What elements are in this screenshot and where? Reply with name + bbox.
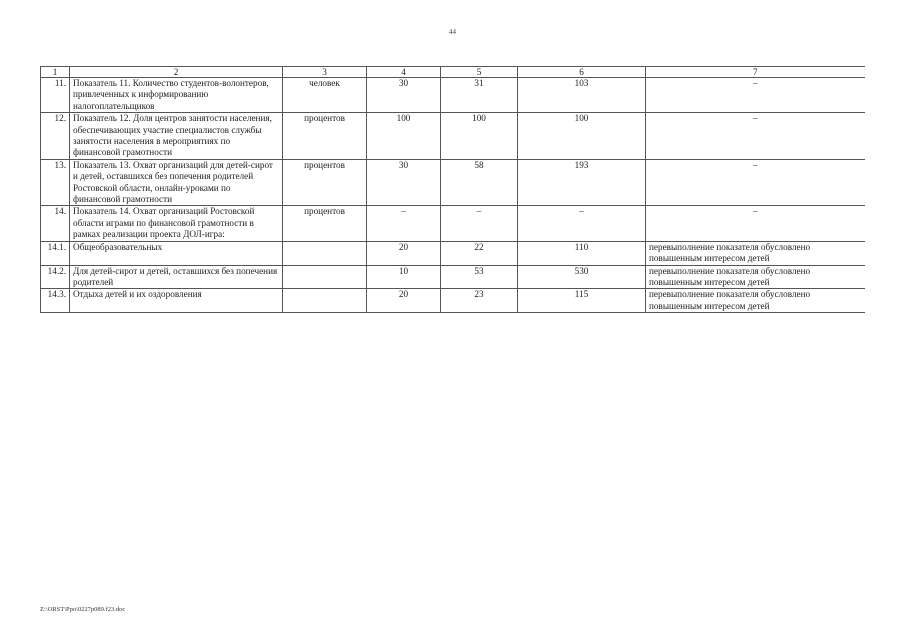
value-cell: 103 <box>518 78 646 113</box>
table-row <box>41 241 865 265</box>
value-cell: 115 <box>518 289 646 313</box>
indicator-name: Общеобразовательных <box>70 241 283 265</box>
row-number: 11. <box>41 78 70 113</box>
value-cell: 30 <box>367 159 441 206</box>
value-cell: 53 <box>441 265 518 289</box>
indicator-name: Показатель 11. Количество студентов-волонтеров, привлеченных к информированию налогоплательщиков <box>70 78 283 113</box>
table-row <box>41 289 865 313</box>
column-header: 5 <box>441 67 518 78</box>
table-row <box>41 265 865 289</box>
value-cell: 193 <box>518 159 646 206</box>
value-cell: 20 <box>367 241 441 265</box>
value-cell: – <box>367 206 441 241</box>
row-number: 14. <box>41 206 70 241</box>
value-cell: 58 <box>441 159 518 206</box>
indicator-name: Для детей-сирот и детей, оставшихся без попечения родителей <box>70 265 283 289</box>
note-cell: – <box>646 206 865 241</box>
page-number: 44 <box>449 28 456 36</box>
indicator-name: Отдыха детей и их оздоровления <box>70 289 283 313</box>
unit-cell: человек <box>283 78 367 113</box>
indicator-name: Показатель 13. Охват организаций для детей-сирот и детей, оставшихся без попечения родителей Ростовской области, онлайн-уроками по финансовой грамотности <box>70 159 283 206</box>
column-numbers-row <box>41 67 865 78</box>
note-cell: – <box>646 113 865 160</box>
note-cell: перевыполнение показателя обусловлено повышенным интересом детей <box>646 241 865 265</box>
indicator-name: Показатель 12. Доля центров занятости населения, обеспечивающих участие специалистов службы занятости населения в мероприятиях по финансовой грамотности <box>70 113 283 160</box>
row-number: 14.2. <box>41 265 70 289</box>
value-cell: 100 <box>441 113 518 160</box>
unit-cell <box>283 265 367 289</box>
table-row <box>41 159 865 206</box>
column-header: 6 <box>518 67 646 78</box>
table-row <box>41 206 865 241</box>
value-cell: 23 <box>441 289 518 313</box>
column-header: 4 <box>367 67 441 78</box>
unit-cell <box>283 241 367 265</box>
value-cell: 20 <box>367 289 441 313</box>
column-header: 2 <box>70 67 283 78</box>
column-header: 7 <box>646 67 865 78</box>
column-header: 1 <box>41 67 70 78</box>
unit-cell: процентов <box>283 159 367 206</box>
value-cell: – <box>441 206 518 241</box>
value-cell: 10 <box>367 265 441 289</box>
note-cell: перевыполнение показателя обусловлено повышенным интересом детей <box>646 289 865 313</box>
column-header: 3 <box>283 67 367 78</box>
value-cell: 31 <box>441 78 518 113</box>
value-cell: 100 <box>518 113 646 160</box>
row-number: 14.1. <box>41 241 70 265</box>
value-cell: 110 <box>518 241 646 265</box>
value-cell: 22 <box>441 241 518 265</box>
value-cell: 30 <box>367 78 441 113</box>
note-cell: – <box>646 78 865 113</box>
value-cell: – <box>518 206 646 241</box>
row-number: 13. <box>41 159 70 206</box>
file-path-footer: Z:\ORST\Ppo\0227p089.f23.doc <box>40 606 126 613</box>
note-cell: перевыполнение показателя обусловлено повышенным интересом детей <box>646 265 865 289</box>
note-cell: – <box>646 159 865 206</box>
value-cell: 530 <box>518 265 646 289</box>
indicators-table <box>40 66 865 313</box>
value-cell: 100 <box>367 113 441 160</box>
indicator-name: Показатель 14. Охват организаций Ростовской области играми по финансовой грамотности в рамках реализации проекта ДОЛ-игра: <box>70 206 283 241</box>
unit-cell <box>283 289 367 313</box>
unit-cell: процентов <box>283 206 367 241</box>
row-number: 12. <box>41 113 70 160</box>
unit-cell: процентов <box>283 113 367 160</box>
row-number: 14.3. <box>41 289 70 313</box>
table-row <box>41 78 865 113</box>
table-row <box>41 113 865 160</box>
